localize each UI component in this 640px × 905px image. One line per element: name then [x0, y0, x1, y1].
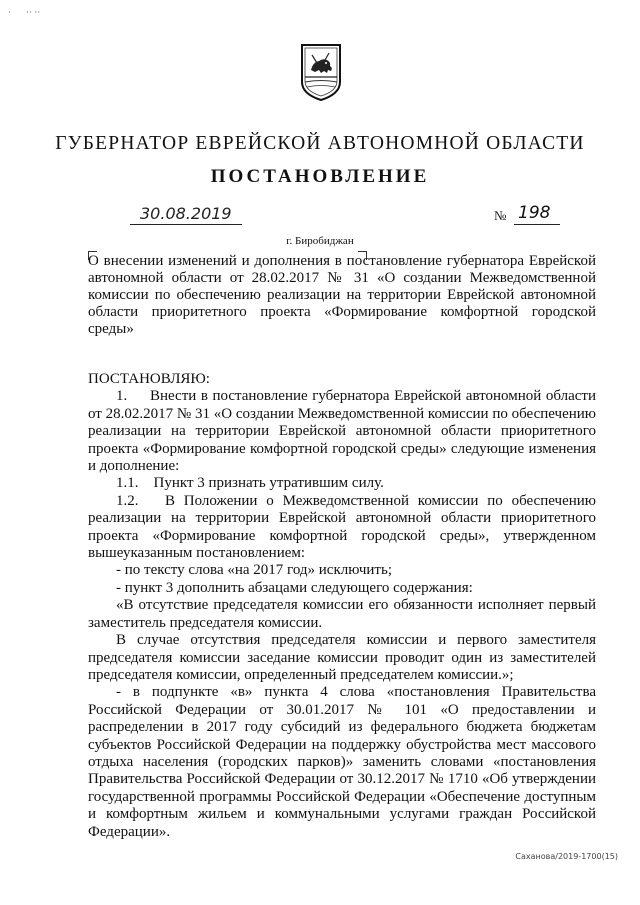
- number-underline: [514, 224, 560, 225]
- amendment-item: - в подпункте «в» пункта 4 слова «постановления Правительства Российской Федерации от 30.01.2017 № 101 «О предоставлении и распределении в 2017 году субсидий из федерального бюджета бюджетам субъектов Российской Федерации на поддержку обустройства мест массового отдыха населения (городских парков)» заменить словами «постановления Правительства Российской Федерации от 30.12.2017 № 1710 «Об утверждении государственной программы Российской Федерации «Обеспечение доступным и комфортным жильем и коммунальными услугами граждан Российской Федерации».: [88, 684, 596, 840]
- date-underline: [130, 224, 242, 225]
- quoted-paragraph: «В отсутствие председателя комиссии его обязанности исполняет первый заместитель председателя комиссии.: [88, 597, 596, 631]
- amendment-item: - по тексту слова «на 2017 год» исключить;: [116, 562, 392, 579]
- scan-mark: ·: [8, 7, 11, 17]
- number-label: №: [494, 208, 507, 223]
- document-number: 198: [518, 203, 551, 223]
- document-date: 30.08.2019: [140, 204, 232, 223]
- document-body: [88, 371, 596, 841]
- quoted-paragraph: В случае отсутствия председателя комиссии и первого заместителя председателя комиссии заседание комиссии проводит один из заместителей председателя комиссии, определенный председателем комиссии.»;: [88, 632, 596, 683]
- clause-1-1: 1.1. Пункт 3 признать утратившим силу.: [116, 475, 384, 492]
- clause-1-2: 1.2. В Положении о Межведомственной комиссии по обеспечению реализации на территории Еврейской автономной области приоритетного проекта «Формирование комфортной городской среды», утвержденном вышеуказанным постановлением:: [88, 492, 596, 562]
- governor-title: ГУБЕРНАТОР ЕВРЕЙСКОЙ АВТОНОМНОЙ ОБЛАСТИ: [55, 133, 585, 154]
- city-name: г. Биробиджан: [286, 235, 354, 247]
- amendment-item: - пункт 3 дополнить абзацами следующего содержания:: [116, 579, 473, 596]
- coat-of-arms-icon: [299, 42, 343, 102]
- scan-mark: ·· ··: [26, 7, 41, 17]
- document-type: ПОСТАНОВЛЕНИЕ: [210, 166, 430, 187]
- document-footer-code: Саханова/2019-1700(15): [515, 852, 618, 861]
- document-subject: О внесении изменений и дополнения в постановление губернатора Еврейской автономной области от 28.02.2017 № 31 «О создании Межведомственной комиссии по обеспечению реализации на территории Еврейской автономной области приоритетного проекта «Формирование комфортной городской среды»: [88, 253, 596, 337]
- document-date-field: [130, 205, 242, 225]
- document-number-field: [494, 205, 560, 225]
- resolve-heading: ПОСТАНОВЛЯЮ:: [88, 371, 210, 387]
- clause-1: 1. Внести в постановление губернатора Еврейской автономной области от 28.02.2017 № 31 «О создании Межведомственной комиссии по обеспечению реализации на территории Еврейской автономной области приоритетного проекта «Формирование комфортной городской среды» следующие изменения и дополнение:: [88, 388, 596, 475]
